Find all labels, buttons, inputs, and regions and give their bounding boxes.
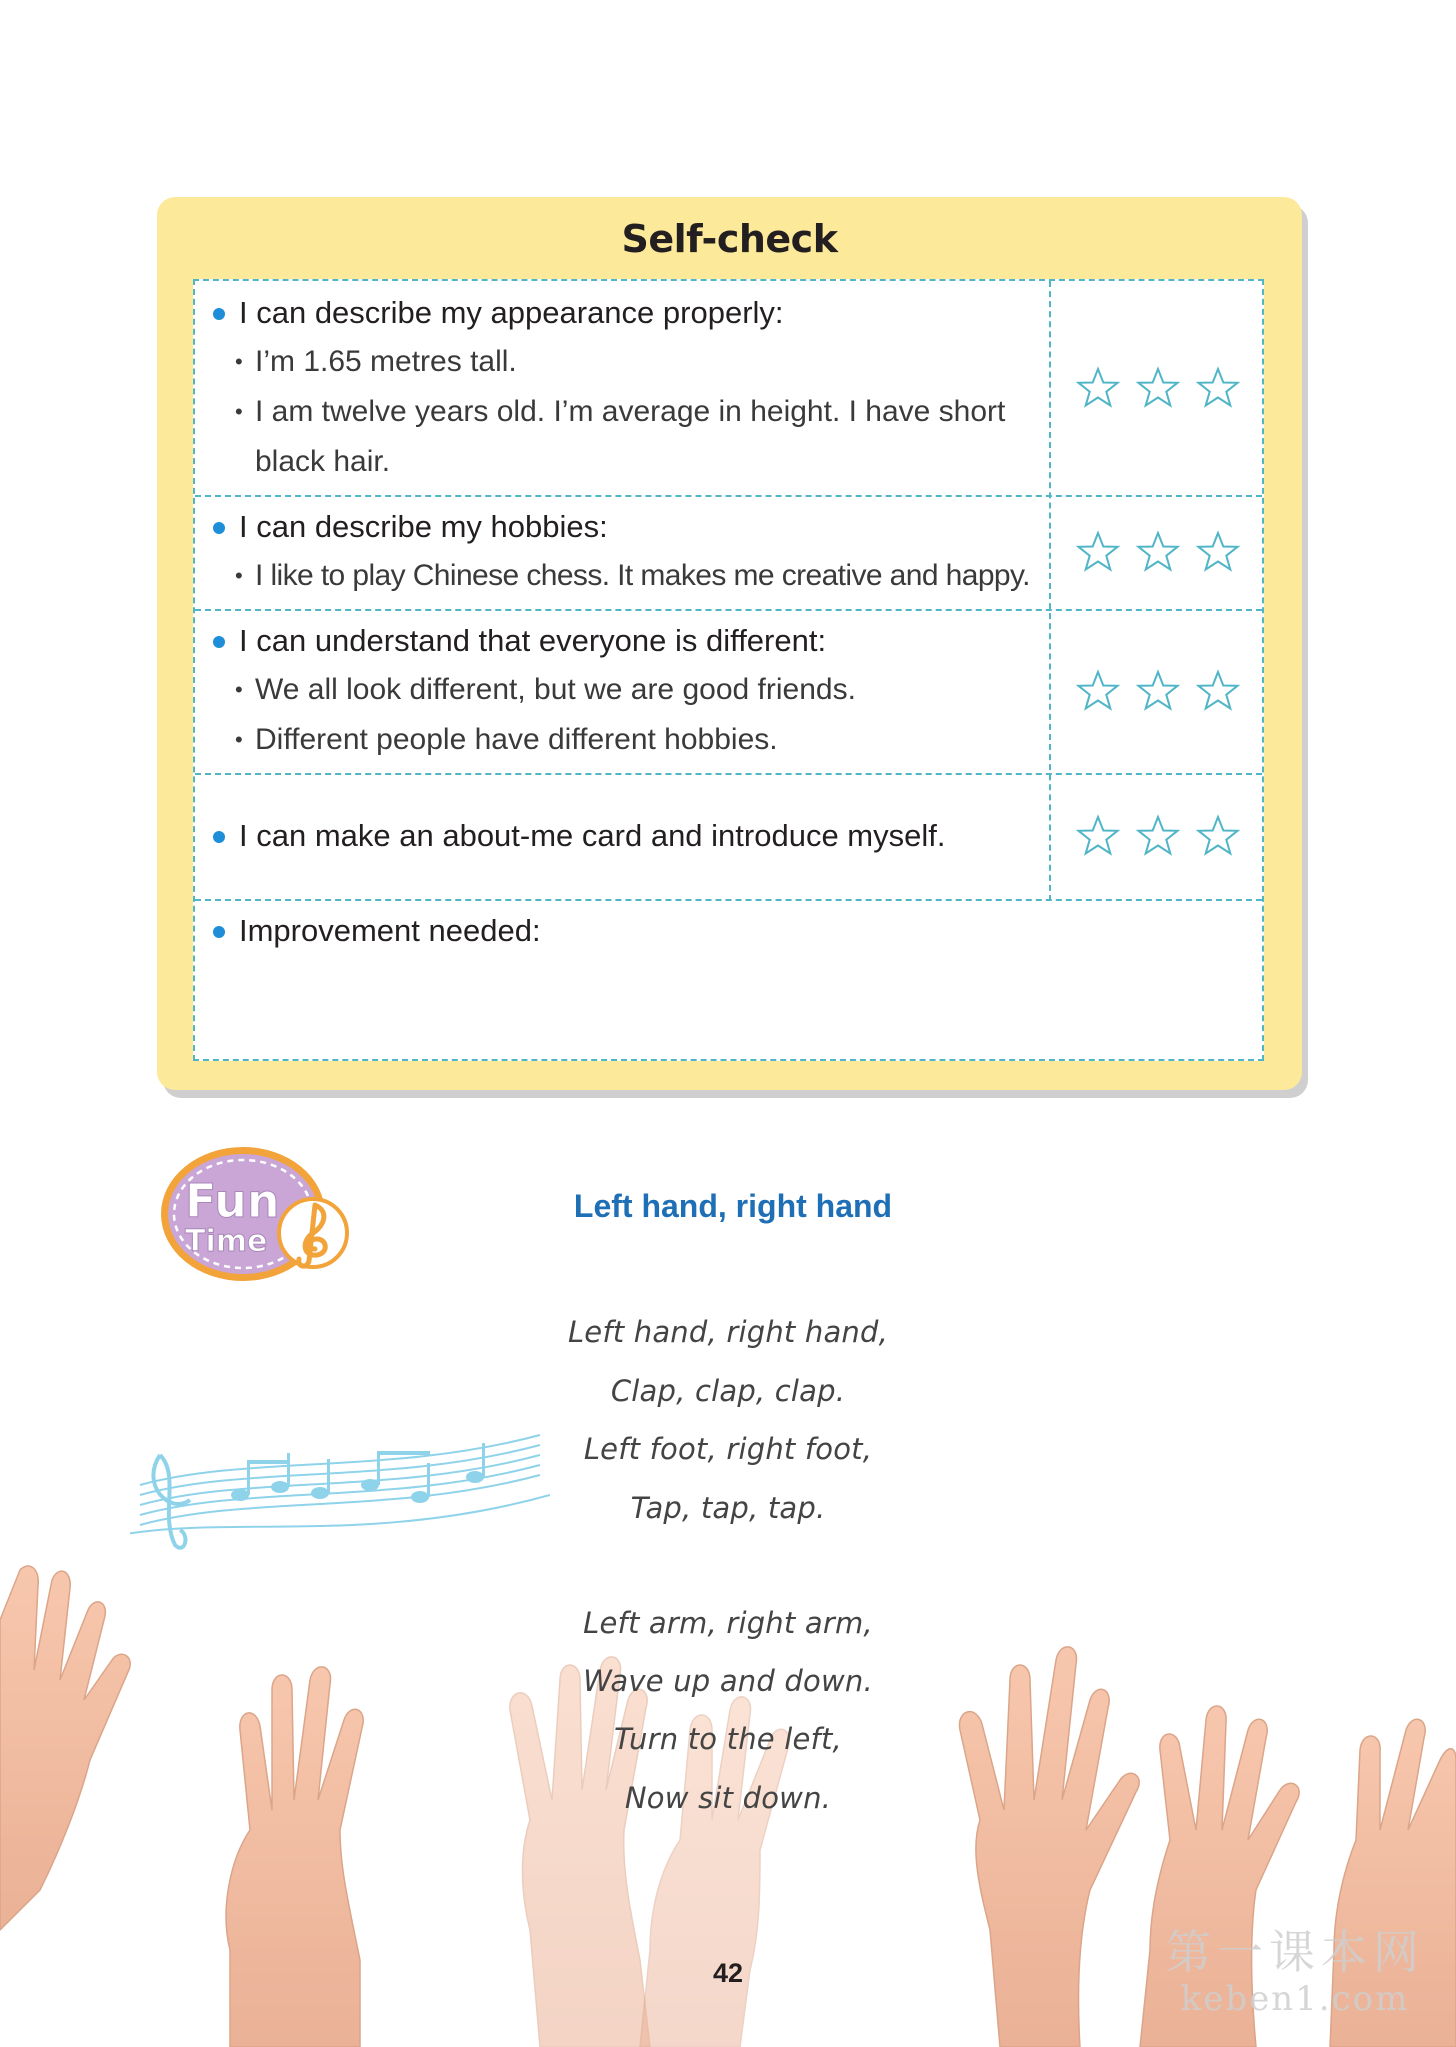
checklist-row-hobbies xyxy=(195,503,1049,601)
improvement-row[interactable] xyxy=(195,907,1255,955)
star-rating[interactable] xyxy=(1051,773,1264,899)
checklist-item xyxy=(213,617,1049,665)
checklist-item xyxy=(213,503,1049,551)
bullet-icon: • xyxy=(235,399,243,424)
poem-line: Wave up and down. xyxy=(583,1664,873,1698)
star-icon[interactable] xyxy=(1136,669,1180,713)
example-sentence: • I’m 1.65 metres tall. xyxy=(235,337,1049,387)
bullet-icon: • xyxy=(235,563,243,588)
poem-line: Left hand, right hand, xyxy=(567,1315,889,1349)
checklist-row-about-me xyxy=(195,812,1049,860)
badge-fun-text: Fun xyxy=(185,1174,280,1228)
checklist-item-label: I can describe my appearance properly: xyxy=(239,295,784,330)
improvement-label: Improvement needed: xyxy=(213,907,1255,955)
star-icon[interactable] xyxy=(1196,530,1240,574)
star-icon[interactable] xyxy=(1196,366,1240,410)
self-check-table xyxy=(193,279,1264,1061)
checklist-item-label: I can understand that everyone is different: xyxy=(239,623,827,658)
checklist-row-appearance xyxy=(195,289,1049,487)
star-icon[interactable] xyxy=(1076,530,1120,574)
star-icon[interactable] xyxy=(1196,669,1240,713)
example-sentence: • Different people have different hobbies. xyxy=(235,715,1049,765)
star-icon[interactable] xyxy=(1136,530,1180,574)
example-sentence: • I am twelve years old. I’m average in height. I have short black hair. xyxy=(235,387,1049,487)
bullet-dot-icon xyxy=(213,926,225,938)
star-rating[interactable] xyxy=(1051,495,1264,609)
watermark-line: 第一课本网 xyxy=(1165,1925,1425,1979)
star-icon[interactable] xyxy=(1076,814,1120,858)
bullet-dot-icon xyxy=(213,636,225,648)
star-icon[interactable] xyxy=(1136,814,1180,858)
star-rating[interactable] xyxy=(1051,609,1264,773)
badge-time-text: Time xyxy=(185,1224,268,1259)
star-icon[interactable] xyxy=(1196,814,1240,858)
poem-line: Left arm, right arm, xyxy=(583,1606,873,1640)
example-sentence: • I like to play Chinese chess. It makes me creative and happy. xyxy=(235,551,1049,601)
bullet-icon: • xyxy=(235,727,243,752)
poem-line: Turn to the left, xyxy=(614,1722,842,1756)
star-icon[interactable] xyxy=(1136,366,1180,410)
bullet-dot-icon xyxy=(213,522,225,534)
checklist-item xyxy=(213,289,1049,337)
page-number: 42 xyxy=(712,1958,744,1988)
watermark-line: keben1.com xyxy=(1180,1979,1410,2019)
self-check-panel xyxy=(157,197,1302,1090)
watermark xyxy=(1140,1925,1450,2019)
checklist-item-label: I can describe my hobbies: xyxy=(239,509,608,544)
bullet-dot-icon xyxy=(213,831,225,843)
bullet-icon: • xyxy=(235,677,243,702)
bullet-dot-icon xyxy=(213,308,225,320)
checklist-row-different xyxy=(195,617,1049,765)
example-sentence: • We all look different, but we are good friends. xyxy=(235,665,1049,715)
star-icon[interactable] xyxy=(1076,366,1120,410)
row-divider xyxy=(195,899,1262,901)
poem-line: Left foot, right foot, xyxy=(583,1432,873,1466)
self-check-title: Self-check xyxy=(621,217,838,261)
song-title: Left hand, right hand xyxy=(573,1188,893,1224)
poem-line: Clap, clap, clap. xyxy=(610,1374,846,1408)
bullet-icon: • xyxy=(235,349,243,374)
checklist-item-label: I can make an about-me card and introduce myself. xyxy=(239,818,946,853)
poem-line: Now sit down. xyxy=(624,1781,832,1815)
star-rating[interactable] xyxy=(1051,281,1264,495)
checklist-item xyxy=(213,812,1049,860)
poem-line: Tap, tap, tap. xyxy=(630,1491,826,1525)
star-icon[interactable] xyxy=(1076,669,1120,713)
